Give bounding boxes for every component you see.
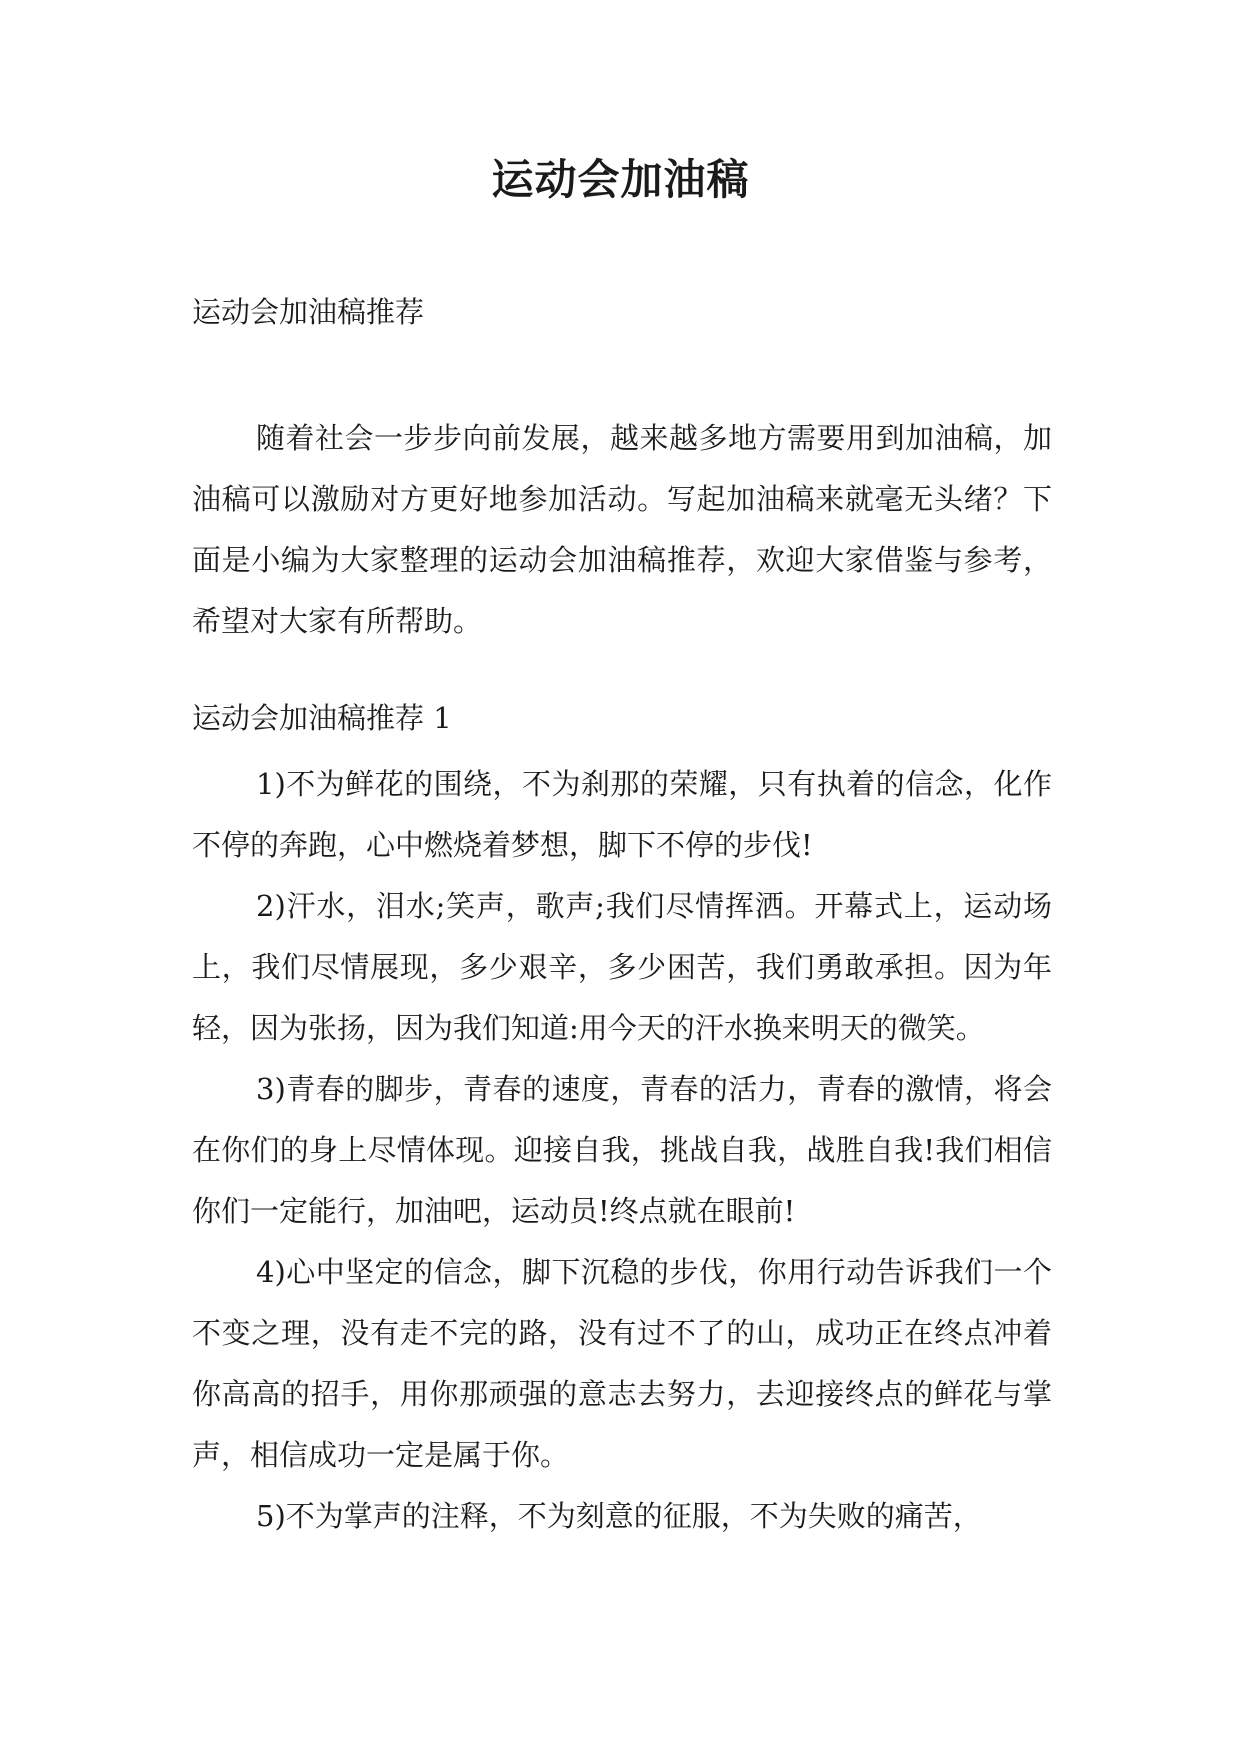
cheer-item-1: 1)不为鲜花的围绕，不为刹那的荣耀，只有执着的信念，化作不停的奔跑，心中燃烧着梦想，脚下不停的步伐! (192, 767, 1052, 862)
cheer-list (192, 754, 1052, 1547)
document-title: 运动会加油稿 (491, 155, 750, 204)
cheer-item-4: 4)心中坚定的信念，脚下沉稳的步伐，你用行动告诉我们一个不变之理，没有走不完的路，没有过不了的山，成功正在终点冲着你高高的招手，用你那顽强的意志去努力，去迎接终点的鲜花与掌声，相信成功一定是属于你。 (192, 1255, 1052, 1472)
section-heading: 运动会加油稿推荐 1 (192, 701, 452, 735)
document-subtitle: 运动会加油稿推荐 (192, 295, 425, 329)
cheer-item-2: 2)汗水，泪水;笑声，歌声;我们尽情挥洒。开幕式上，运动场上，我们尽情展现，多少艰辛，多少困苦，我们勇敢承担。因为年轻，因为张扬，因为我们知道:用今天的汗水换来明天的微笑。 (192, 889, 1052, 1045)
cheer-item-3: 3)青春的脚步，青春的速度，青春的活力，青春的激情，将会在你们的身上尽情体现。迎接自我，挑战自我，战胜自我!我们相信你们一定能行，加油吧，运动员!终点就在眼前! (192, 1072, 1052, 1228)
intro-paragraph: 随着社会一步步向前发展，越来越多地方需要用到加油稿，加油稿可以激励对方更好地参加活动。写起加油稿来就毫无头绪？下面是小编为大家整理的运动会加油稿推荐，欢迎大家借鉴与参考，希望对大家有所帮助。 (192, 421, 1052, 638)
cheer-item-5: 5)不为掌声的注释，不为刻意的征服，不为失败的痛苦， (256, 1499, 982, 1533)
